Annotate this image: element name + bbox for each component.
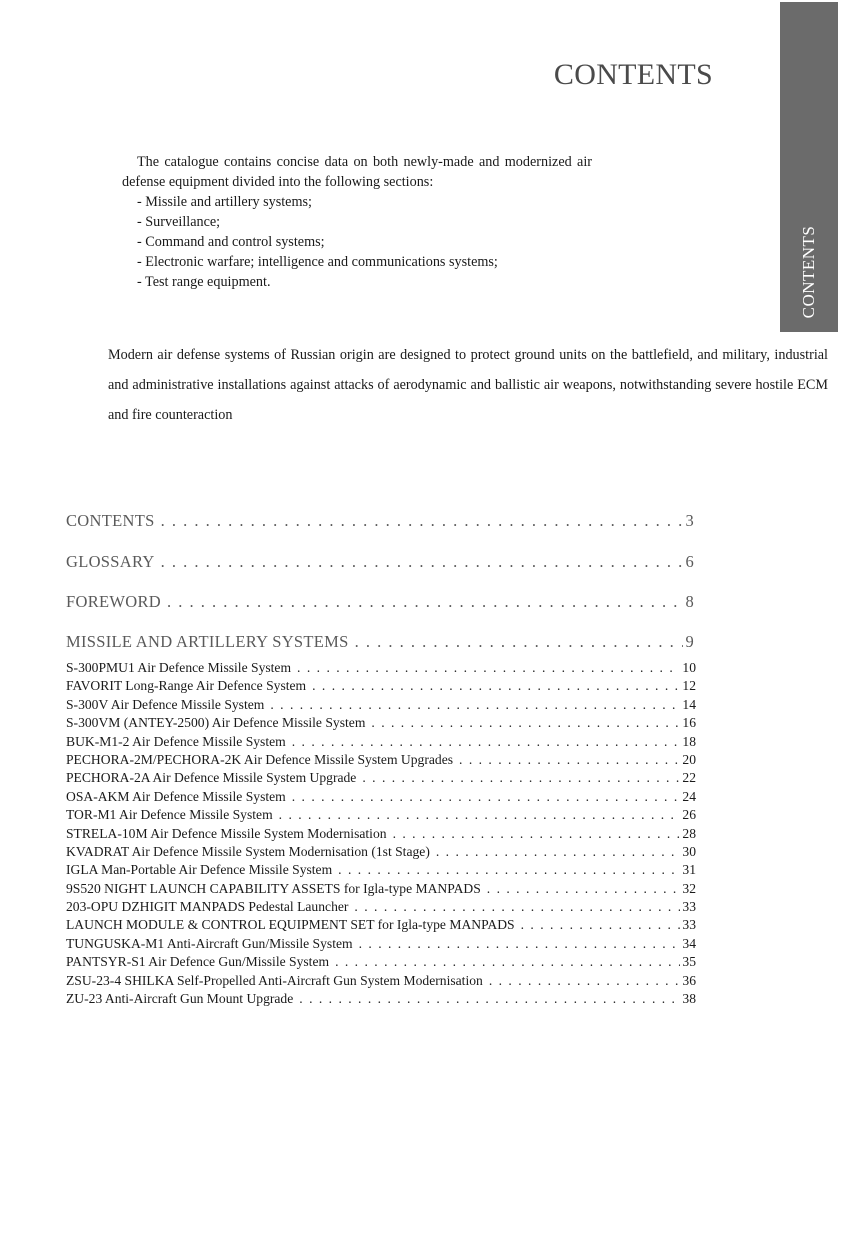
toc-entry-page: 30: [682, 843, 696, 859]
toc-leader: [436, 844, 681, 860]
toc-entry-title: TOR-M1 Air Defence Missile System: [66, 807, 273, 823]
toc-entry-page: 22: [682, 770, 696, 786]
toc-entry[interactable]: [66, 826, 696, 844]
side-section-tab: [780, 2, 838, 332]
toc-leader: [299, 991, 680, 1007]
toc-leader: [489, 973, 681, 989]
toc-leader: [354, 899, 680, 915]
toc-major-title: CONTENTS: [66, 511, 155, 530]
toc-leader: [355, 632, 684, 652]
toc-leader: [521, 917, 681, 933]
toc-major-title: MISSILE AND ARTILLERY SYSTEMS: [66, 632, 349, 651]
toc-leader: [167, 592, 683, 612]
toc-entry[interactable]: [66, 789, 696, 807]
toc-entry-title: ZU-23 Anti-Aircraft Gun Mount Upgrade: [66, 991, 294, 1007]
toc-entry-page: 31: [682, 862, 696, 878]
toc-entry-title: 203-OPU DZHIGIT MANPADS Pedestal Launcher: [66, 899, 349, 915]
toc-leader: [270, 697, 680, 713]
toc-entry-page: 24: [682, 788, 696, 804]
toc-entry-title: STRELA-10M Air Defence Missile System Modernisation: [66, 825, 387, 841]
toc-entry[interactable]: [66, 752, 696, 770]
toc-entry-page: 18: [682, 733, 696, 749]
toc-entry-page: 10: [682, 660, 696, 675]
toc-entry-page: 12: [682, 678, 696, 694]
toc-major-entry[interactable]: [66, 592, 694, 612]
toc-leader: [161, 511, 684, 531]
toc-leader: [335, 954, 680, 970]
toc-entry[interactable]: [66, 660, 696, 678]
side-tab-label: CONTENTS: [799, 225, 818, 319]
toc-entry[interactable]: [66, 973, 696, 991]
toc-entry[interactable]: [66, 991, 696, 1009]
toc-leader: [279, 807, 681, 823]
toc-entry-page: 28: [682, 825, 696, 841]
toc-entry[interactable]: [66, 844, 696, 862]
toc-leader: [292, 734, 681, 750]
toc-leader: [362, 770, 680, 786]
section-item: - Test range equipment.: [137, 274, 271, 290]
toc-entry-title: BUK-M1-2 Air Defence Missile System: [66, 733, 286, 749]
toc-entry-page: 35: [682, 954, 696, 970]
section-item: - Missile and artillery systems;: [137, 194, 312, 210]
toc-entry[interactable]: [66, 697, 696, 715]
toc-major-entry[interactable]: [66, 552, 694, 572]
toc-leader: [297, 660, 680, 676]
toc-entry-page: 16: [682, 715, 696, 731]
toc-entry-title: S-300VM (ANTEY-2500) Air Defence Missile System: [66, 715, 366, 731]
toc-major-entry[interactable]: [66, 511, 694, 531]
toc-entry-page: 14: [682, 696, 696, 712]
section-item: - Electronic warfare; intelligence and communications systems;: [137, 254, 498, 270]
toc-major-page: 8: [685, 592, 694, 611]
toc-entry[interactable]: [66, 881, 696, 899]
toc-entry-title: S-300V Air Defence Missile System: [66, 696, 265, 712]
toc-entry-title: OSA-AKM Air Defence Missile System: [66, 788, 286, 804]
toc-entry-title: PECHORA-2M/PECHORA-2K Air Defence Missile System Upgrades: [66, 751, 454, 767]
page-title: CONTENTS: [553, 58, 713, 91]
toc-major-entry[interactable]: [66, 632, 694, 652]
section-item: - Command and control systems;: [137, 234, 325, 250]
toc-major-title: GLOSSARY: [66, 552, 155, 571]
toc-major-page: 9: [685, 632, 694, 651]
toc-entry-title: ZSU-23-4 SHILKA Self-Propelled Anti-Aircraft Gun System Modernisation: [66, 972, 483, 988]
toc-entry-page: 38: [682, 991, 696, 1007]
toc-entry-title: PANTSYR-S1 Air Defence Gun/Missile System: [66, 954, 330, 970]
section-item: - Surveillance;: [137, 214, 221, 230]
toc-entry-title: FAVORIT Long-Range Air Defence System: [66, 678, 307, 694]
toc-entry-page: 36: [682, 972, 696, 988]
toc-leader: [393, 826, 681, 842]
toc-major-page: 6: [685, 552, 694, 571]
toc-entry-page: 26: [682, 807, 696, 823]
toc-entry[interactable]: [66, 770, 696, 788]
toc-leader: [459, 752, 680, 768]
intro-block: [122, 152, 592, 292]
description-paragraph: Modern air defense systems of Russian origin are designed to protect ground units on the battlefield, and military, industrial and administrative installations against attacks of aerodynamic and ballistic air weapons, notwithstanding severe hostile ECM and fire counteraction: [108, 347, 828, 423]
toc-entry[interactable]: [66, 917, 696, 935]
toc-entries-list: [66, 660, 696, 1009]
toc-major-page: 3: [685, 511, 694, 530]
toc-entry-page: 34: [682, 935, 696, 951]
toc-entry[interactable]: [66, 678, 696, 696]
toc-leader: [161, 552, 684, 572]
toc-leader: [359, 936, 681, 952]
toc-entry-page: 20: [682, 751, 696, 767]
toc-leader: [371, 715, 680, 731]
toc-entry[interactable]: [66, 807, 696, 825]
toc-entry-page: 33: [682, 899, 696, 915]
toc-entry[interactable]: [66, 954, 696, 972]
toc-entry[interactable]: [66, 862, 696, 880]
sections-list: [122, 192, 592, 292]
toc-entry-title: IGLA Man-Portable Air Defence Missile System: [66, 862, 333, 878]
intro-text: The catalogue contains concise data on both newly-made and modernized air defense equipment divided into the following sections:: [122, 154, 592, 190]
toc-entry-page: 33: [682, 917, 696, 933]
toc-entry-title: S-300PMU1 Air Defence Missile System: [66, 660, 292, 675]
toc-entry[interactable]: [66, 899, 696, 917]
toc-entry-page: 32: [682, 880, 696, 896]
toc-major-title: FOREWORD: [66, 592, 161, 611]
toc-entry-title: LAUNCH MODULE & CONTROL EQUIPMENT SET for Igla-type MANPADS: [66, 917, 515, 933]
toc-leader: [487, 881, 681, 897]
toc-leader: [292, 789, 681, 805]
toc-leader: [338, 862, 680, 878]
toc-entry-title: PECHORA-2A Air Defence Missile System Upgrade: [66, 770, 357, 786]
toc-entry[interactable]: [66, 734, 696, 752]
toc-entry-title: TUNGUSKA-M1 Anti-Aircraft Gun/Missile System: [66, 935, 353, 951]
toc-entry-title: 9S520 NIGHT LAUNCH CAPABILITY ASSETS for Igla-type MANPADS: [66, 880, 481, 896]
toc-leader: [312, 678, 680, 694]
toc-entry[interactable]: [66, 715, 696, 733]
toc-entry-title: KVADRAT Air Defence Missile System Modernisation (1st Stage): [66, 843, 430, 859]
toc-entry[interactable]: [66, 936, 696, 954]
